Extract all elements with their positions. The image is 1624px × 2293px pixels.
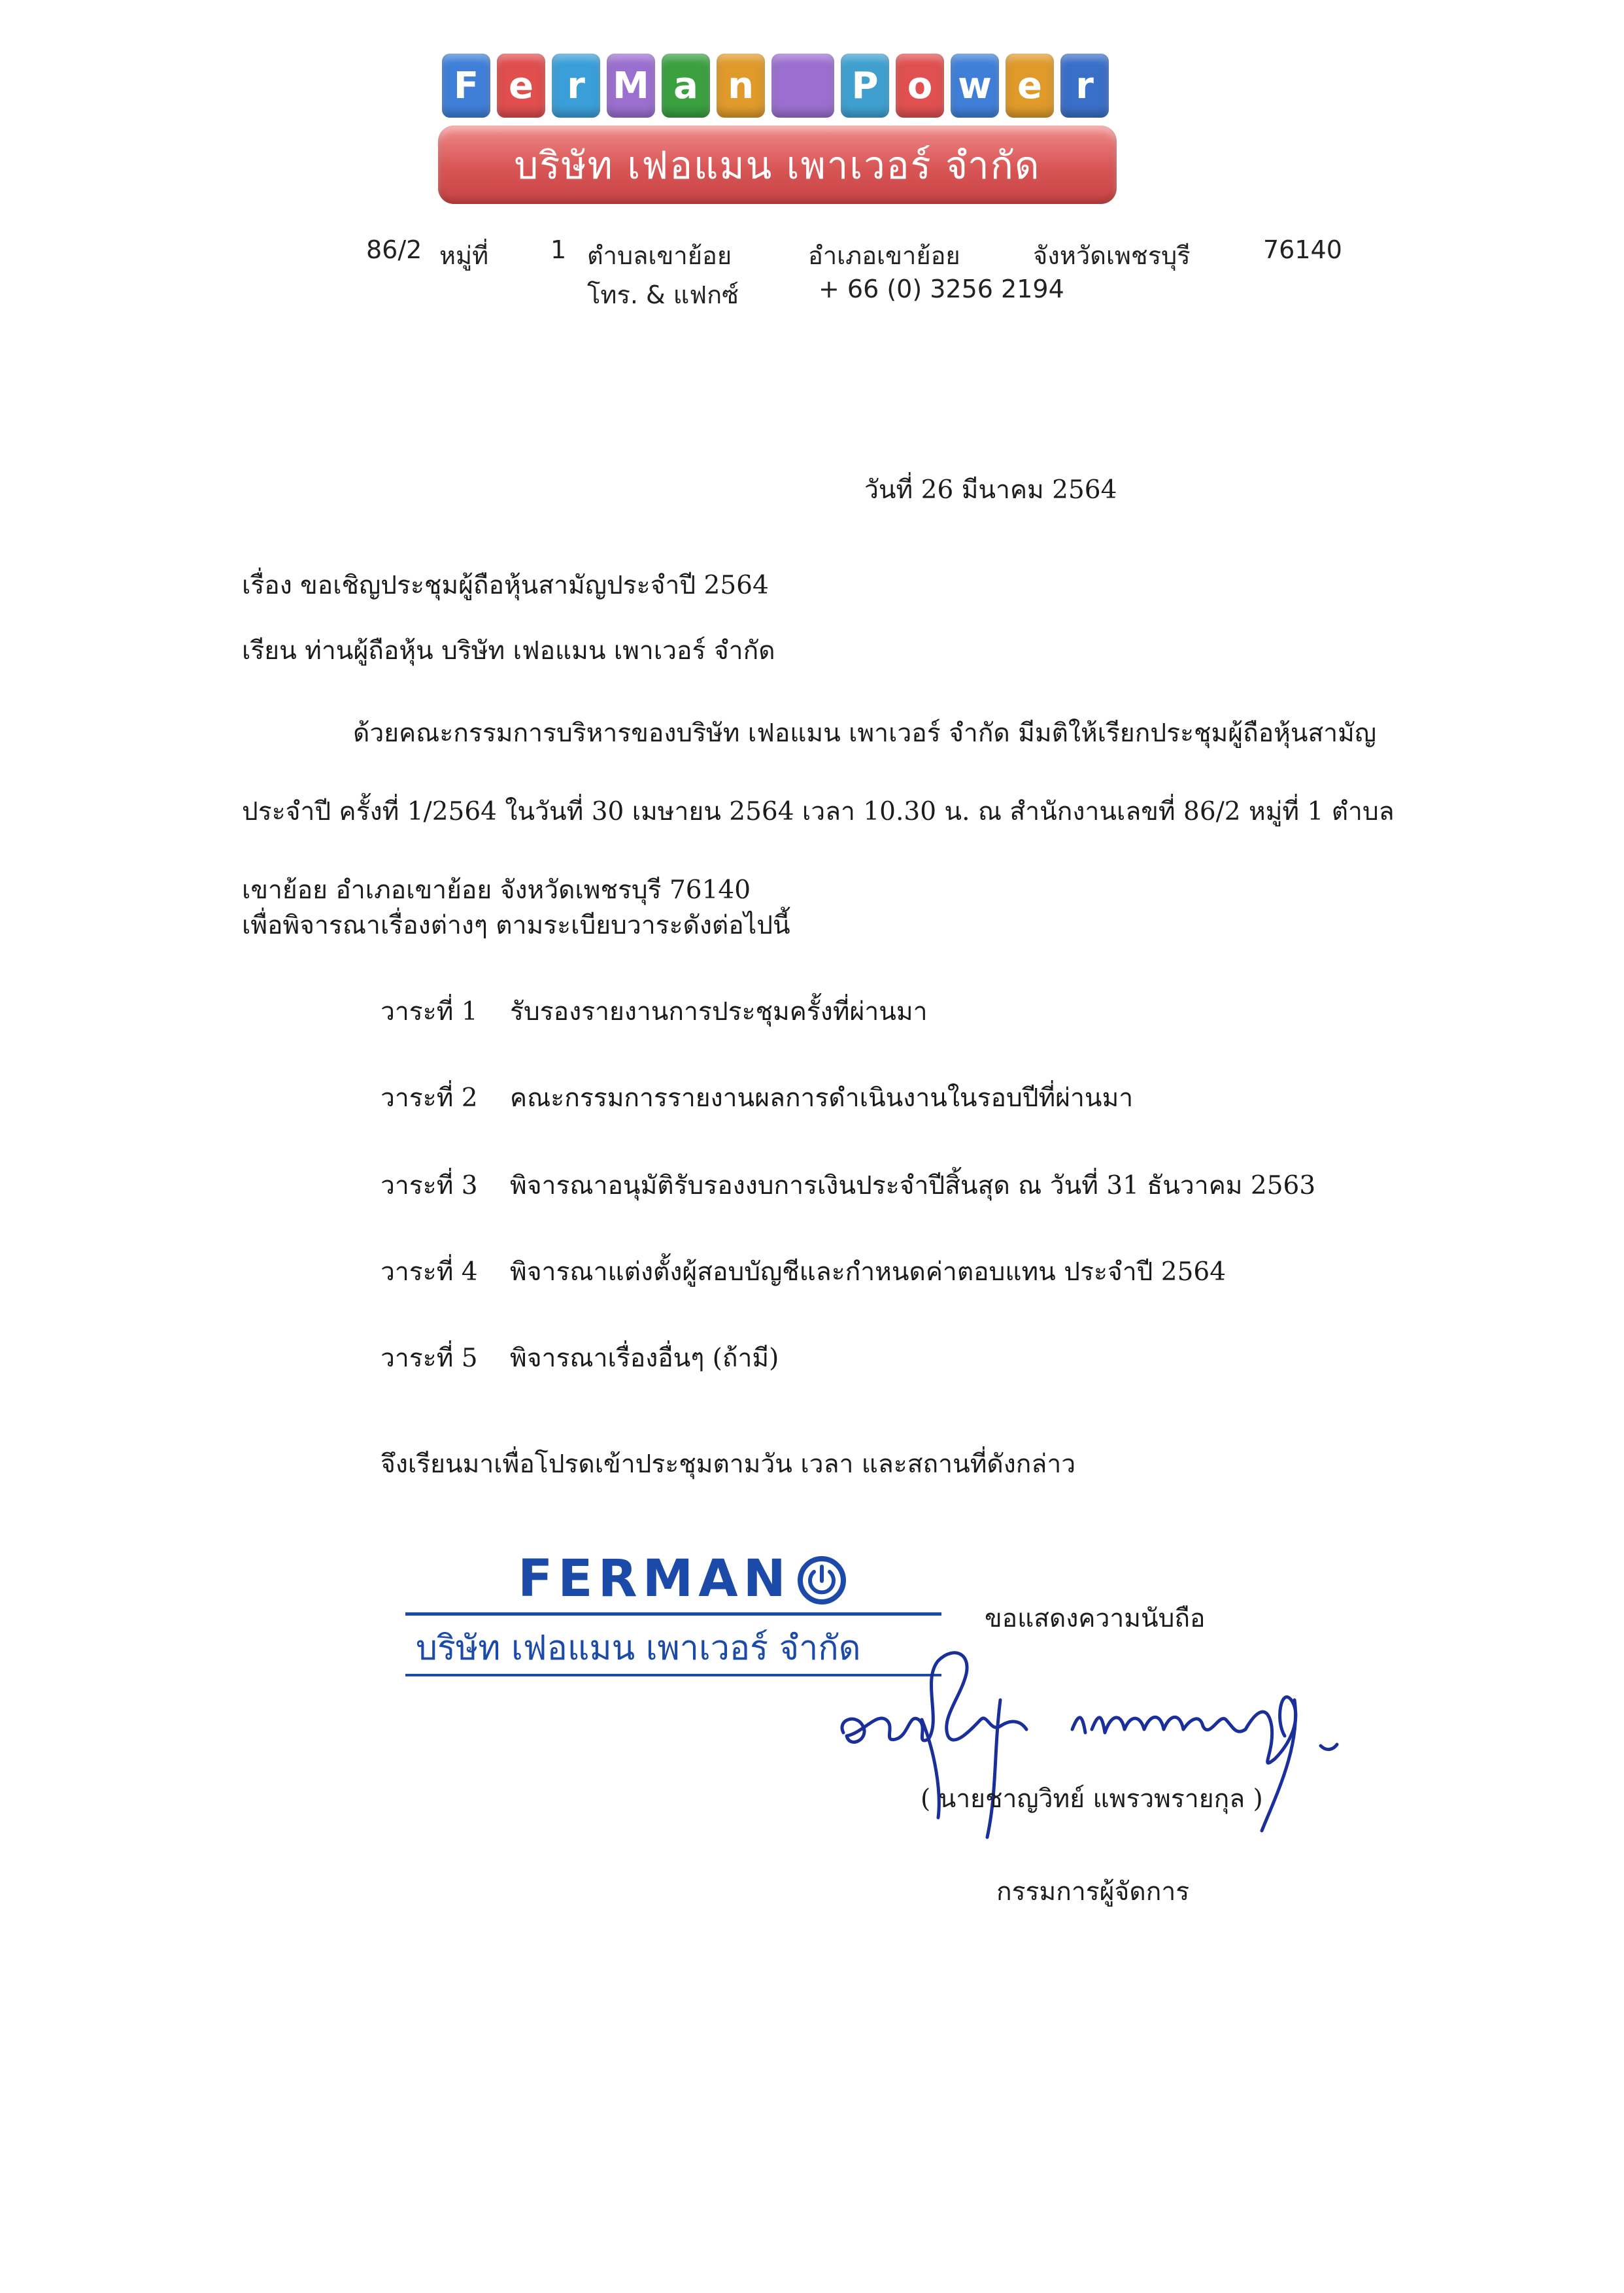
agenda-label: วาระที่ 2 <box>381 1083 478 1113</box>
logo-tiles <box>442 54 1109 118</box>
stamp-brand: FERMAN <box>518 1550 791 1608</box>
logo-tile: F <box>442 54 490 118</box>
agenda-item <box>381 991 928 1032</box>
agenda-text: คณะกรรมการรายงานผลการดำเนินงานในรอบปีที่ผ่านมา <box>510 1083 1134 1113</box>
letter-body <box>242 694 1445 930</box>
logo-tile: a <box>662 54 710 118</box>
agenda-label: วาระที่ 3 <box>381 1171 478 1200</box>
address-province: จังหวัดเพชรบุรี <box>1033 241 1191 270</box>
agenda-label: วาระที่ 4 <box>381 1257 478 1287</box>
agenda-label: วาระที่ 1 <box>381 997 478 1027</box>
letter-to: เรียน ท่านผู้ถือหุ้น บริษัท เฟอแมน เพาเวอร์ จำกัด <box>242 636 775 666</box>
agenda-item <box>381 1251 1226 1292</box>
address-moo-label: หมู่ที่ <box>439 241 489 270</box>
logo-tile: e <box>1006 54 1054 118</box>
address-house-no: 86/2 <box>366 235 422 264</box>
letter-closing: จึงเรียนมาเพื่อโปรดเข้าประชุมตามวัน เวลา และสถานที่ดังกล่าว <box>381 1450 1076 1479</box>
address-tel: + 66 (0) 3256 2194 <box>819 275 1064 303</box>
logo-tile: e <box>497 54 545 118</box>
logo-tile-spacer <box>771 54 834 118</box>
letter-purpose: เพื่อพิจารณาเรื่องต่างๆ ตามระเบียบวาระดังต่อไปนี้ <box>242 911 790 940</box>
address-tel-label: โทร. & แฟกซ์ <box>587 280 739 309</box>
agenda-text: พิจารณาแต่งตั้งผู้สอบบัญชีและกำหนดค่าตอบแทน ประจำปี 2564 <box>510 1257 1226 1287</box>
letter-subject: เรื่อง ขอเชิญประชุมผู้ถือหุ้นสามัญประจำปี 2564 <box>242 571 769 600</box>
agenda-item <box>381 1165 1315 1206</box>
logo-tile: r <box>1060 54 1109 118</box>
agenda-text: รับรองรายงานการประชุมครั้งที่ผ่านมา <box>510 997 928 1027</box>
agenda-item <box>381 1338 779 1378</box>
letter-signer: ( นายชาญวิทย์ แพรวพรายกุล ) <box>921 1784 1263 1814</box>
logo-tile: M <box>607 54 655 118</box>
logo-tile: r <box>552 54 600 118</box>
letter-position: กรรมการผู้จัดการ <box>996 1877 1190 1907</box>
address-amphoe: อำเภอเขาย้อย <box>808 241 960 270</box>
signature-image <box>824 1622 1438 1857</box>
agenda-text: พิจารณาเรื่องอื่นๆ (ถ้ามี) <box>510 1344 779 1373</box>
stamp-company: บริษัท เฟอแมน เพาเวอร์ จำกัด <box>416 1629 861 1668</box>
agenda-label: วาระที่ 5 <box>381 1344 478 1373</box>
agenda-item <box>381 1078 1133 1118</box>
address-moo: 1 <box>550 235 567 264</box>
letter-regards: ขอแสดงความนับถือ <box>985 1604 1206 1633</box>
logo-banner: บริษัท เฟอแมน เพาเวอร์ จำกัด <box>438 126 1117 204</box>
stamp-rule-top <box>405 1612 941 1616</box>
letter-body-text: ด้วยคณะกรรมการบริหารของบริษัท เฟอแมน เพาเวอร์ จำกัด มีมติให้เรียกประชุมผู้ถือหุ้นสามัญประจำปี ครั้งที่ 1/2564 ในวันที่ 30 เมษายน 2564 เวลา 10.30 น. ณ สำนักงานเลขที่ 86/2 หมู่ที่ 1 ตำบลเขาย้อย อำเภอเขาย้อย จังหวัดเพชรบุรี 76140 <box>242 719 1395 905</box>
logo-tile: n <box>717 54 765 118</box>
power-icon <box>796 1555 847 1606</box>
agenda-text: พิจารณาอนุมัติรับรองงบการเงินประจำปีสิ้นสุด ณ วันที่ 31 ธันวาคม 2563 <box>510 1171 1316 1200</box>
logo-tile: o <box>896 54 944 118</box>
address-postcode: 76140 <box>1263 235 1342 264</box>
logo-tile: w <box>951 54 999 118</box>
address-tambon: ตำบลเขาย้อย <box>587 241 732 270</box>
logo-tile: P <box>841 54 889 118</box>
letter-date: วันที่ 26 มีนาคม 2564 <box>864 475 1117 505</box>
